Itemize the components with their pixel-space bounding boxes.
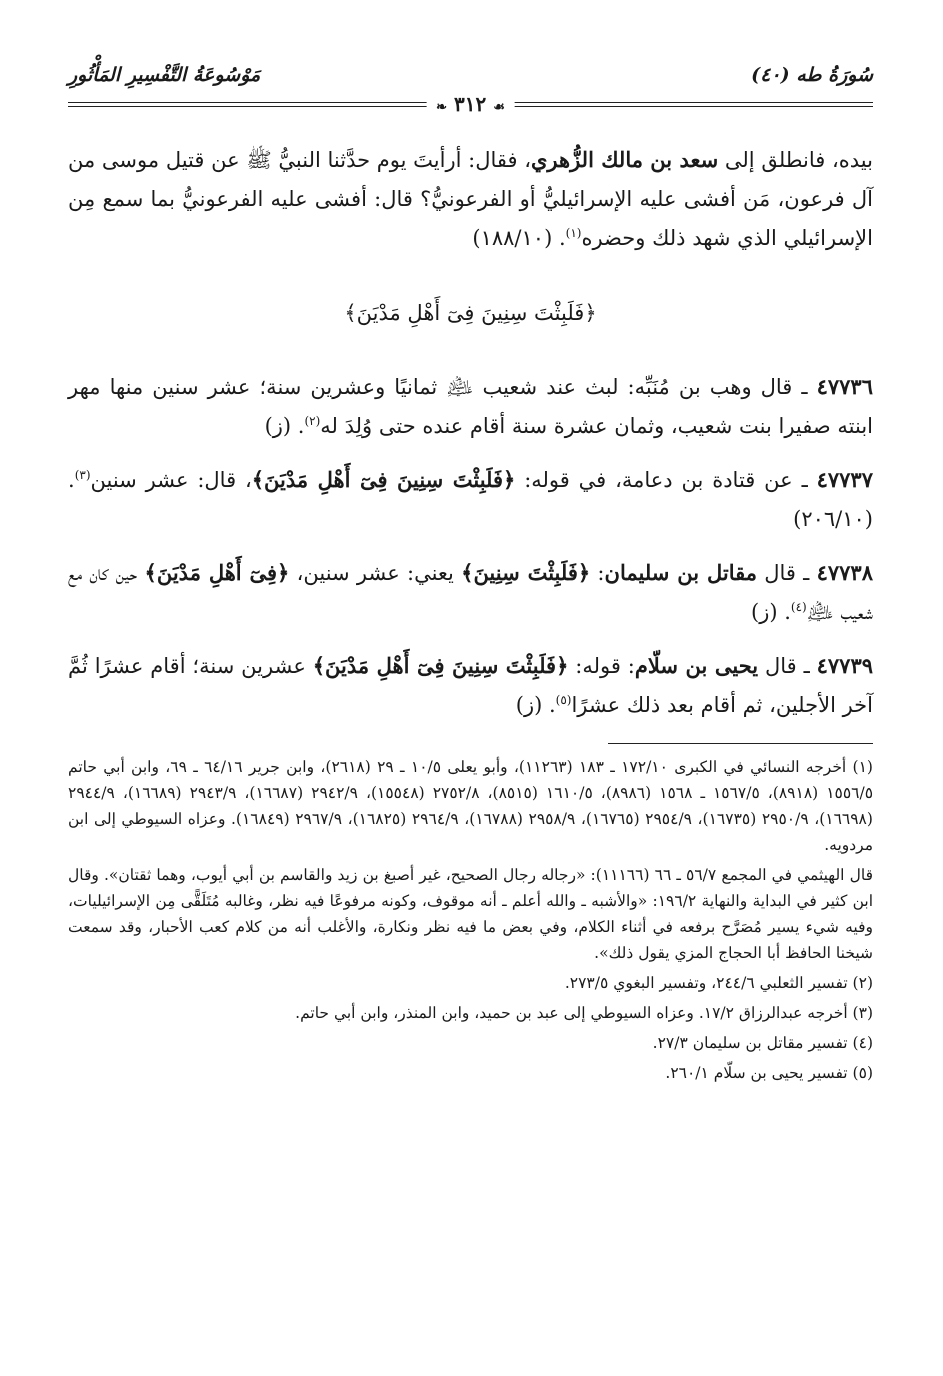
footnote-3: (٣) أخرجه عبدالرزاق ١٧/٢. وعزاه السيوطي إلى عبد بن حميد، وابن المنذر، وابن أبي حاتم. — [295, 1004, 873, 1022]
surah-title: سُورَةُ طه (٤٠) — [751, 64, 873, 86]
footnote-marker-3[interactable]: (٣) — [74, 468, 91, 482]
entry-number: ٤٧٧٣٦ — [816, 374, 873, 399]
entry-number: ٤٧٧٣٧ — [816, 467, 873, 492]
entry-text: ـ عن قتادة بن دعامة، في قوله: — [515, 468, 817, 492]
entry-reference: (ز) — [515, 693, 543, 717]
intro-narrator: سعد بن مالك الزُّهري — [530, 147, 719, 172]
entry-text: يعني: عشر سنين، — [289, 561, 462, 585]
entry-text: : قوله: — [568, 654, 635, 678]
footnote-marker-5[interactable]: (٥) — [555, 693, 572, 707]
entry-text: . — [68, 468, 75, 492]
footnote-2: (٢) تفسير الثعلبي ٢٤٤/٦، وتفسير البغوي ٢٧٣/٥. — [564, 974, 873, 992]
entry-reference: (ز) — [751, 600, 778, 624]
entry-47738 — [68, 553, 873, 632]
footnote-1: (١) أخرجه النسائي في الكبرى ١٧٢/١٠ ـ ١٨٣ (١١٢٦٣)، وأبو يعلى ١٠/٥ ـ ٢٩ (٢٦١٨)، وابن جرير ٦٤/١٦ ـ ٦٩، وابن أبي حاتم ١٥٥٦/٥ (٨٩١٨)، ١٥٦٧/٥ ـ ١٥٦٨ (٨٩٨٦)، ١٦١٠/٥ (٨٥١٥)، ٢٧٥٢/٨ (١٥٥٤٨)، ٢٩٤٢/٩ (١٦٦٨٧)، ٢٩٤٣/٩ (١٦٦٨٩)، ٢٩٤٤/٩ (١٦٦٩٨)، ٢٩٥٠/٩ (١٦٧٣٥)، ٢٩٥٤/٩ (١٦٧٦٥)، ٢٩٥٨/٩ (١٦٧٨٨)، ٢٩٦٤/٩ (١٦٨٢٥)، ٢٩٦٧/٩ (١٦٨٤٩). وعزاه السيوطي إلى ابن مردويه. — [68, 758, 874, 854]
footnotes — [68, 754, 873, 1086]
entry-text: : — [590, 561, 605, 585]
entry-narrator: مقاتل بن سليمان — [604, 560, 757, 585]
entry-text: ، قال: عشر سنين — [90, 468, 252, 492]
document-page — [68, 62, 873, 1356]
entry-text: عشرين سنة؛ أقام عشرًا ثُمَّ آخر الأجلين، ثم أقام بعد ذلك عشرًا — [68, 654, 873, 717]
book-title: مَوْسُوعَةُ التَّفْسِيرِ المَأْثُورِ — [68, 64, 261, 86]
footnote-marker-1[interactable]: (١) — [565, 226, 582, 240]
entry-verse: ﴿فَلَبِثْتَ سِنِينَ فِىٓ أَهْلِ مَدْيَنَ﴾ — [251, 467, 516, 492]
entry-verse: ﴿فَلَبِثْتَ سِنِينَ﴾ — [461, 560, 591, 585]
page-number: ٣١٢ — [454, 92, 487, 116]
footnote-marker-2[interactable]: (٢) — [304, 414, 321, 428]
entry-reference: (ز) — [264, 414, 292, 438]
entry-verse: ﴿فِىٓ أَهْلِ مَدْيَنَ﴾ — [144, 560, 290, 585]
entry-47736 — [68, 367, 873, 446]
verse-heading: ﴿فَلَبِثْتَ سِنِينَ فِىٓ أَهْلِ مَدْيَنَ﴾ — [344, 301, 597, 325]
intro-text-3: . — [552, 226, 566, 250]
entry-number: ٤٧٧٣٨ — [816, 560, 873, 585]
main-text — [68, 140, 873, 725]
page-header — [68, 62, 873, 116]
entry-text: ـ قال وهب بن مُنَبِّه: لبث عند شعيب ﵇ ثمانيًا وعشرين سنة؛ عشر سنين منها مهر ابنته صفيرا بنت شعيب، وثمان عشرة سنة أقام عنده حتى وُلِدَ له — [68, 375, 873, 438]
footnote-separator — [608, 743, 873, 744]
intro-paragraph — [68, 140, 873, 258]
entry-text: . — [777, 600, 791, 624]
footnote-5: (٥) تفسير يحيى بن سلّام ٢٦٠/١. — [665, 1064, 873, 1082]
intro-reference: (١٨٨/١٠) — [472, 226, 553, 250]
intro-text-2: ، فقال: أرأيتَ يوم حدَّثنا النبيُّ ﷺ عن قتيل موسى من آل فرعون، مَن أفشى عليه الإسرائيليُّ أو الفرعونيُّ؟ قال: أفشى عليه الفرعونيُّ بما سمع مِن الإسرائيلي الذي شهد ذلك وحضره — [68, 148, 873, 250]
entry-text: . — [291, 414, 305, 438]
entry-text: ـ قال — [758, 654, 817, 678]
footnote-marker-4[interactable]: (٤) — [790, 600, 807, 614]
footnote-1-continued: قال الهيثمي في المجمع ٥٦/٧ ـ ٦٦ (١١١٦٦): «رجاله رجال الصحيح، غير أصبغ بن زيد والقاسم بن أبي أيوب، وهما ثقتان». وقال ابن كثير في البداية والنهاية ١٩٦/٢: «والأشبه ـ والله أعلم ـ أنه موقوف، وكونه مرفوعًا فيه نظر، وغالبه مُتَلَقًّى مِن الإسرائيليات، وفيه شيء يسير مُصَرَّح برفعه في أثناء الكلام، وفي بعض ما فيه نظر ونكارة، والأغلب أنه من كلام كعب الأحبار، وقد سمعت شيخنا الحافظ أبا الحجاج المزي يقول ذلك». — [68, 866, 874, 962]
entry-text: حين كان مع شعيب ﵇ — [68, 561, 873, 624]
entry-text: ـ قال — [756, 561, 817, 585]
ornament-left-icon: ❧ — [436, 100, 448, 115]
footnote-4: (٤) تفسير مقاتل بن سليمان ٢٧/٣. — [652, 1034, 873, 1052]
entry-verse: ﴿فَلَبِثْتَ سِنِينَ فِىٓ أَهْلِ مَدْيَنَ﴾ — [312, 653, 569, 678]
entry-narrator: يحيى بن سلّام — [634, 653, 759, 678]
page-number-block — [426, 92, 515, 116]
intro-text-1: بيده، فانطلق إلى — [718, 148, 873, 172]
entry-text: . — [542, 693, 556, 717]
entry-47737 — [68, 460, 873, 539]
entry-reference: (٢٠٦/١٠) — [793, 507, 873, 531]
ornament-right-icon: ☙ — [493, 100, 505, 115]
entry-number: ٤٧٧٣٩ — [816, 653, 874, 678]
entry-47739 — [68, 646, 873, 725]
